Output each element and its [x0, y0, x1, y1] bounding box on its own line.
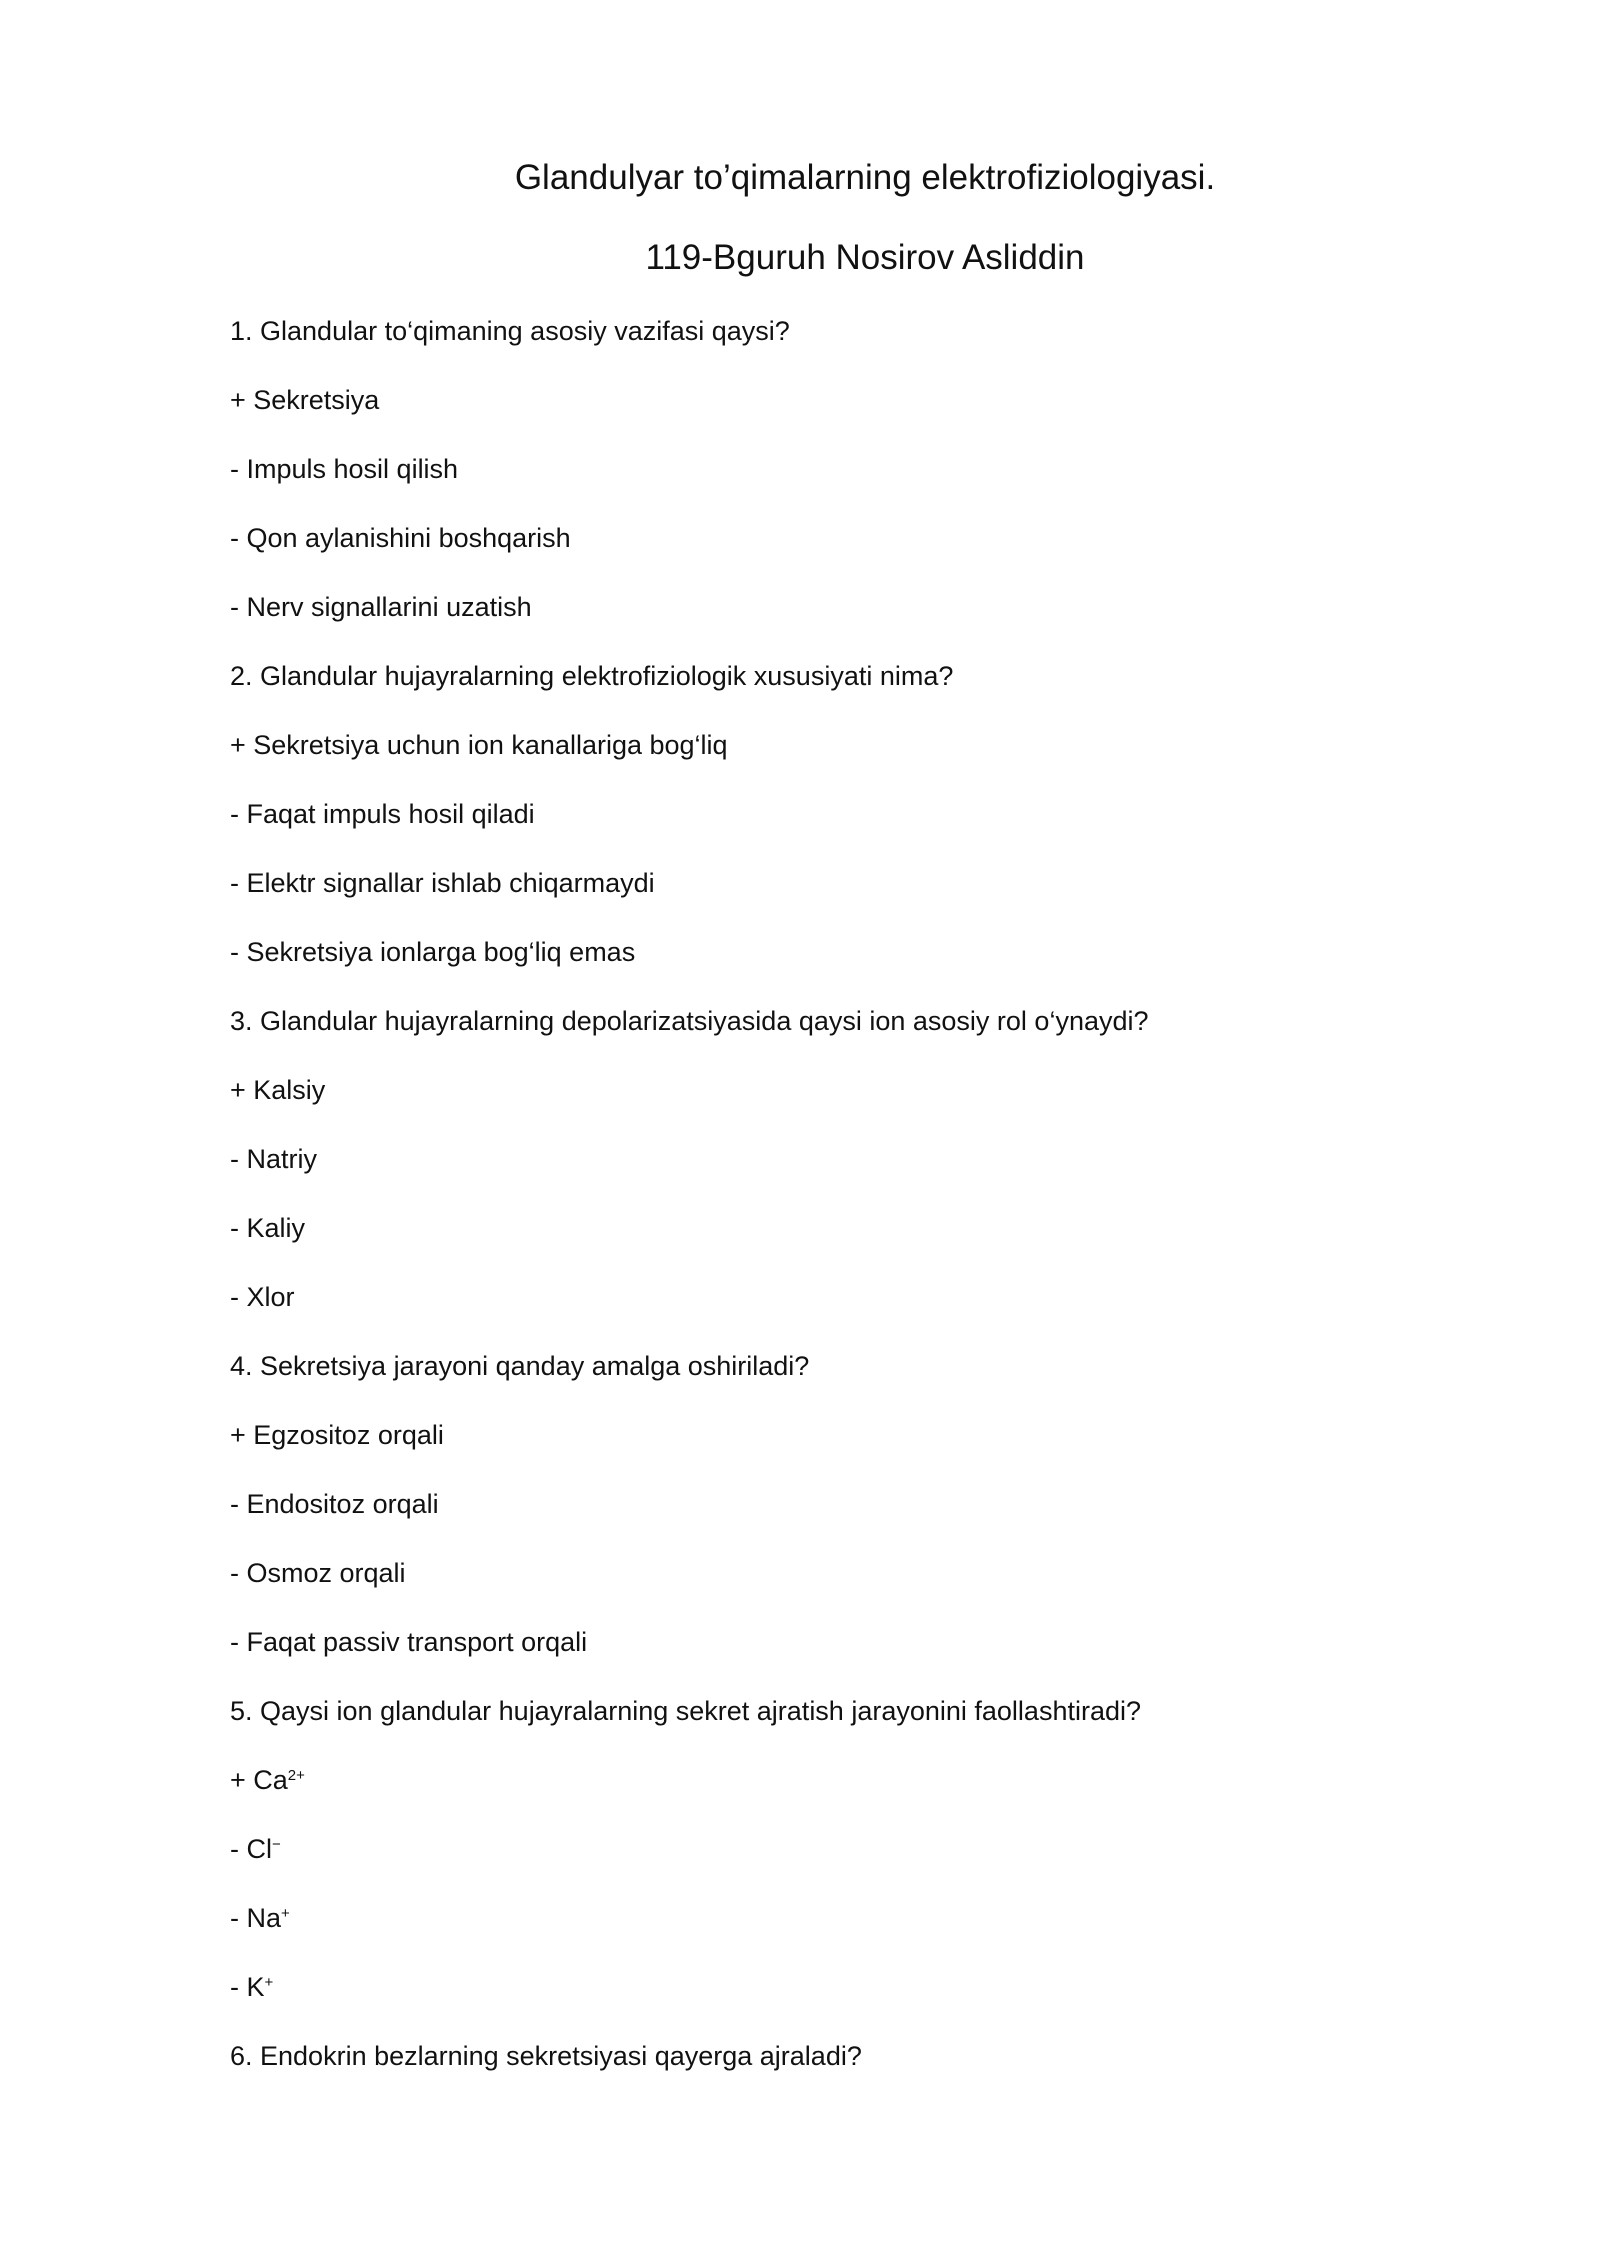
question-list	[230, 312, 1430, 2106]
question-text: 3. Glandular hujayralarning depolarizatsiyasida qaysi ion asosiy rol o‘ynaydi?	[230, 1006, 1149, 1036]
answer-option	[230, 1968, 1430, 2037]
answer-option: + Kalsiy	[230, 1075, 326, 1105]
answer-option: - Elektr signallar ishlab chiqarmaydi	[230, 868, 655, 898]
answer-option: + Egzositoz orqali	[230, 1420, 444, 1450]
document-subtitle: 119-Bguruh Nosirov Asliddin	[645, 238, 1085, 277]
answer-option	[230, 1830, 1430, 1899]
ion-charge: −	[272, 1836, 281, 1853]
ion-charge: +	[281, 1905, 290, 1922]
answer-option	[230, 1761, 1430, 1830]
answer-option	[230, 1899, 1430, 1968]
answer-option: + Sekretsiya	[230, 385, 380, 415]
answer-option: - Impuls hosil qilish	[230, 454, 459, 484]
option-text: + Ca	[230, 1765, 288, 1795]
answer-option: - Kaliy	[230, 1213, 306, 1243]
option-text: - Na	[230, 1903, 282, 1933]
ion-charge: +	[264, 1974, 274, 1991]
answer-option: + Sekretsiya uchun ion kanallariga bog‘liq	[230, 730, 728, 760]
document-title: Glandulyar to’qimalarning elektrofiziologiyasi.	[514, 158, 1216, 197]
answer-option: - Faqat impuls hosil qiladi	[230, 799, 535, 829]
question-text: 5. Qaysi ion glandular hujayralarning sekret ajratish jarayonini faollashtiradi?	[230, 1696, 1141, 1726]
answer-option: - Qon aylanishini boshqarish	[230, 523, 571, 553]
option-text: - K	[230, 1972, 265, 2002]
answer-option: - Sekretsiya ionlarga bog‘liq emas	[230, 937, 636, 967]
question-text: 6. Endokrin bezlarning sekretsiyasi qayerga ajraladi?	[230, 2041, 862, 2071]
ion-charge: 2+	[287, 1767, 305, 1784]
question-text: 1. Glandular to‘qimaning asosiy vazifasi qaysi?	[230, 316, 790, 346]
question-text: 2. Glandular hujayralarning elektrofiziologik xususiyati nima?	[230, 661, 954, 691]
answer-option: - Faqat passiv transport orqali	[230, 1627, 588, 1657]
question-text: 4. Sekretsiya jarayoni qanday amalga oshiriladi?	[230, 1351, 810, 1381]
option-text: - Cl	[230, 1834, 272, 1864]
answer-option: - Xlor	[230, 1282, 295, 1312]
answer-option: - Osmoz orqali	[230, 1558, 406, 1588]
answer-option: - Natriy	[230, 1144, 317, 1174]
answer-option: - Nerv signallarini uzatish	[230, 592, 532, 622]
answer-option: - Endositoz orqali	[230, 1489, 439, 1519]
